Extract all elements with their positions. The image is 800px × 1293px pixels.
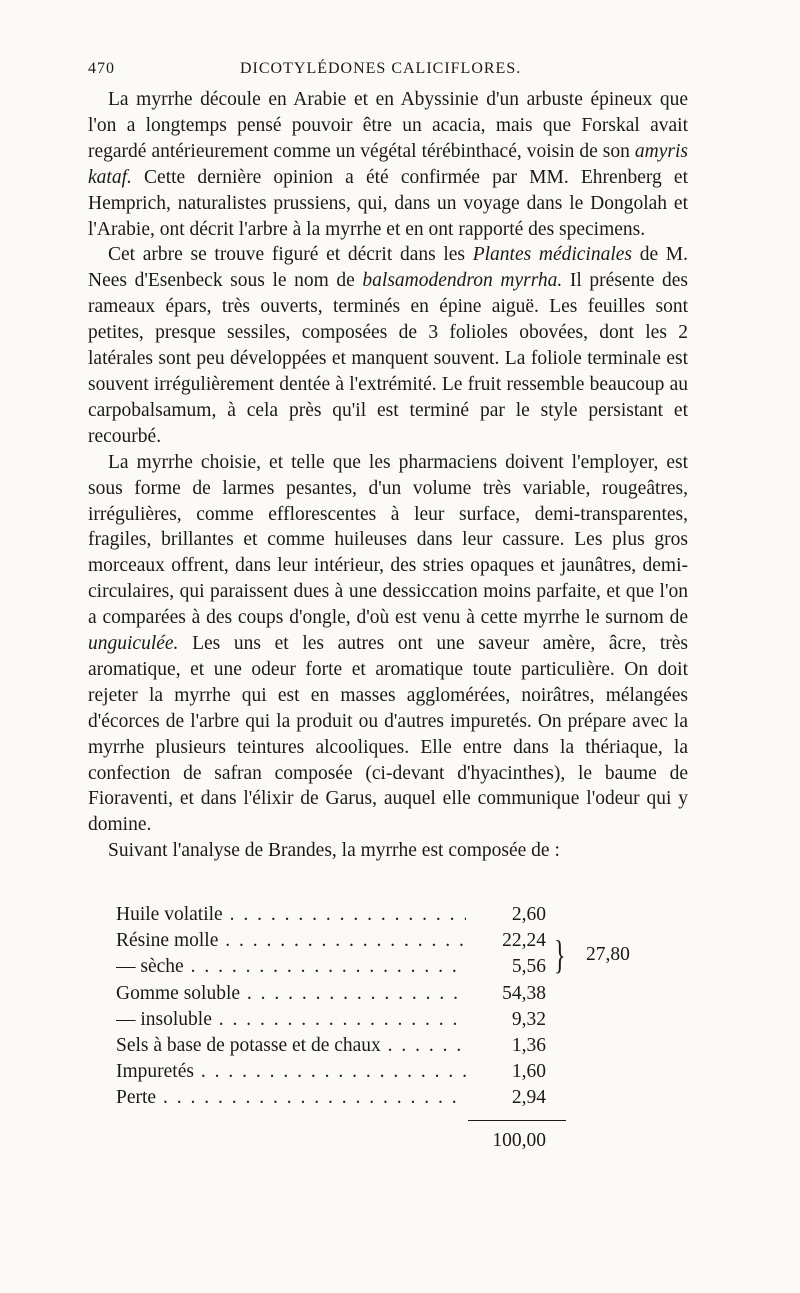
italic-term: balsamodendron myrrha. <box>362 270 563 292</box>
component-value: 54,38 <box>502 982 546 1004</box>
text-run: Cette dernière opinion a été confirmée par MM. Ehrenberg et Hemprich, naturalistes prussiens, qui, dans un voyage dans le Dongolah et l'Arabie, ont décrit l'arbre à la myrrhe et en ont rapporté des specimens. <box>88 166 688 240</box>
body-text <box>88 87 688 864</box>
brace-glyph: } <box>554 932 566 977</box>
component-label: Impuretés . . . <box>116 1059 466 1085</box>
text-run: Il présente des rameaux épars, très ouverts, terminés en épine aiguë. Les feuilles sont petites, presque sessiles, composées de 3 folioles obovées, dont les 2 latérales sont peu développées et manquent souvent. La foliole terminale est souvent irrégulièrement dentée à l'extrémité. Le fruit ressemble beaucoup au carpobalsamum, à cela près qu'il est terminé par le style persistant et recourbé. <box>88 270 688 447</box>
page-header <box>88 60 688 88</box>
paragraph-myrrh-properties <box>88 450 688 839</box>
component-value: 22,24 <box>502 930 546 952</box>
paragraph-myrrh-origin <box>88 87 688 242</box>
italic-term: unguiculée. <box>88 633 179 655</box>
table-row <box>116 1059 676 1085</box>
component-label: Résine molle . . . <box>116 928 466 954</box>
resin-subtotal: 27,80 <box>586 944 630 965</box>
table-row <box>116 1085 676 1111</box>
text-run: La myrrhe choisie, et telle que les pharmaciens doivent l'employer, est sous forme de larmes pesantes, d'un volume très variable, rougeâtres, irrégulières, comme efflorescentes à leur surface, demi-transparentes, fragiles, brillantes et comme huileuses dans leur cassure. Les plus gros morceaux offrent, dans leur intérieur, des stries opaques et jaunâtres, demi-circulaires, qui paraissent dues à une dessiccation moins parfaite, et que l'on a comparées à des coups d'ongle, d'où est venu à cette myrrhe le surnom de <box>88 451 688 629</box>
component-value: 1,36 <box>511 1034 546 1056</box>
component-label: — insoluble . . . <box>116 1007 466 1033</box>
table-row <box>116 902 676 928</box>
italic-title: Plantes médicinales <box>472 244 633 266</box>
component-label: Huile volatile . . . <box>116 902 466 928</box>
composition-total: 100,00 <box>492 1130 546 1151</box>
component-value: 1,60 <box>511 1061 546 1083</box>
text-run: La myrrhe découle en Arabie et en Abyssinie d'un arbuste épineux que l'on a longtemps pensé pouvoir être un acacia, mais que Forskal avait regardé antérieurement comme un végétal térébinthacé, voisin de son <box>88 89 688 162</box>
text-run: Les uns et les autres ont une saveur amère, âcre, très aromatique, et une odeur forte et aromatique toute particulière. On doit rejeter la myrrhe qui est en masses agglomérées, noirâtres, mélangées d'écorces de l'arbre qui la produit ou d'autres impuretés. On prépare avec la myrrhe plusieurs teintures alcooliques. Elle entre dans la thériaque, la confection de safran composée (ci-devant d'hyacinthes), le baume de Fioraventi, et dans l'élixir de Garus, auquel elle communique l'odeur qui y domine. <box>88 633 688 836</box>
running-title: DICOTYLÉDONES CALICIFLORES. <box>240 60 522 77</box>
table-row <box>116 981 676 1007</box>
paragraph-tree-description <box>88 242 688 449</box>
table-row <box>116 1033 676 1059</box>
sum-rule <box>468 1120 566 1121</box>
composition-table <box>116 902 676 1151</box>
composition-intro: Suivant l'analyse de Brandes, la myrrhe est composée de : <box>108 840 560 862</box>
table-row <box>116 1007 676 1033</box>
italic-term: amyris kataf. <box>88 140 688 188</box>
component-label: Gomme soluble . . . <box>116 981 466 1007</box>
component-value: 2,60 <box>511 904 546 925</box>
text-run: Cet arbre se trouve figuré et décrit dans les <box>108 244 473 266</box>
text-run: de M. Nees d'Esenbeck sous le nom de <box>88 244 688 292</box>
page-number: 470 <box>88 60 115 77</box>
component-value: 2,94 <box>511 1087 546 1109</box>
component-label: — sèche . . . <box>116 954 466 980</box>
component-value: 9,32 <box>511 1008 546 1030</box>
component-label: Sels à base de potasse et de chaux . . . <box>116 1033 466 1059</box>
component-label: Perte . . . <box>116 1085 466 1111</box>
component-value: 5,56 <box>511 956 546 978</box>
